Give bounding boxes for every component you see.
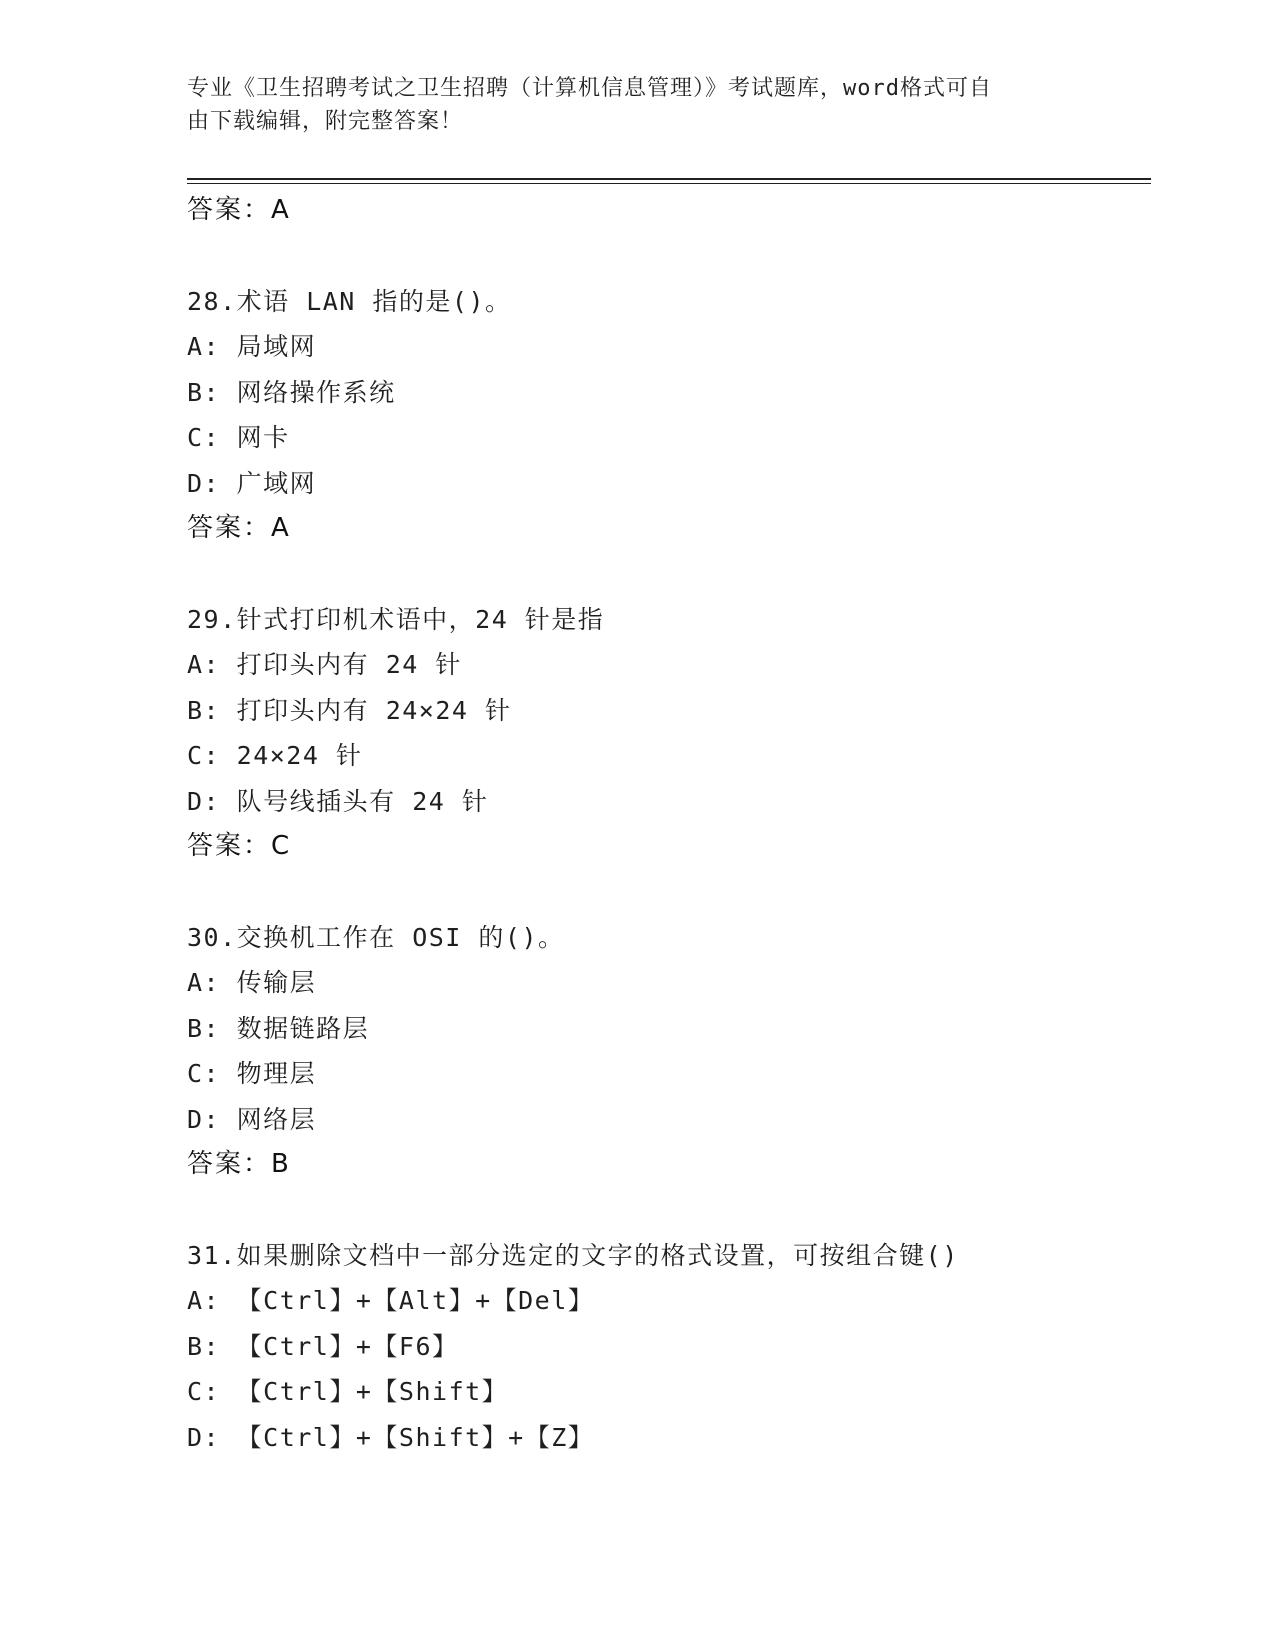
option-d: D: 广域网 <box>187 468 317 498</box>
option-b: B: 数据链路层 <box>187 1013 370 1043</box>
header-divider-thick <box>187 178 1151 180</box>
question-28 <box>187 279 1147 552</box>
option-b: B: 【Ctrl】+【F6】 <box>187 1331 459 1361</box>
header-divider-thin <box>187 183 1151 184</box>
spacer <box>187 870 1147 915</box>
header-line-2: 由下载编辑，附完整答案！ <box>187 109 464 134</box>
document-body <box>187 188 1147 1460</box>
option-d: D: 网络层 <box>187 1104 317 1134</box>
question-stem: 28.术语 LAN 指的是()。 <box>187 286 512 316</box>
option-a: A: 打印头内有 24 针 <box>187 650 462 679</box>
answer-line: 答案：C <box>187 831 292 861</box>
option-a: A: 传输层 <box>187 968 317 997</box>
question-stem: 31.如果删除文档中一部分选定的文字的格式设置，可按组合键() <box>187 1240 959 1270</box>
option-b: B: 网络操作系统 <box>187 377 396 407</box>
option-d: D: 【Ctrl】+【Shift】+【Z】 <box>187 1422 595 1452</box>
option-b: B: 打印头内有 24×24 针 <box>187 695 512 725</box>
option-c: C: 24×24 针 <box>187 741 363 770</box>
option-c: C: 【Ctrl】+【Shift】 <box>187 1377 509 1406</box>
option-c: C: 物理层 <box>187 1059 317 1088</box>
option-c: C: 网卡 <box>187 423 290 452</box>
spacer <box>187 234 1147 279</box>
question-29 <box>187 597 1147 870</box>
question-31 <box>187 1233 1147 1461</box>
option-d: D: 队号线插头有 24 针 <box>187 786 489 816</box>
header-line-1: 专业《卫生招聘考试之卫生招聘（计算机信息管理）》考试题库，word格式可自 <box>187 76 992 101</box>
question-stem: 29.针式打印机术语中，24 针是指 <box>187 604 605 634</box>
question-stem: 30.交换机工作在 OSI 的()。 <box>187 922 565 952</box>
option-a: A: 【Ctrl】+【Alt】+【Del】 <box>187 1286 595 1315</box>
spacer <box>187 1188 1147 1233</box>
option-a: A: 局域网 <box>187 332 317 361</box>
question-30 <box>187 915 1147 1188</box>
answer-line: 答案：A <box>187 195 291 225</box>
spacer <box>187 552 1147 597</box>
answer-line: 答案：A <box>187 513 291 543</box>
answer-line: 答案：B <box>187 1149 291 1179</box>
document-header <box>187 72 1067 138</box>
